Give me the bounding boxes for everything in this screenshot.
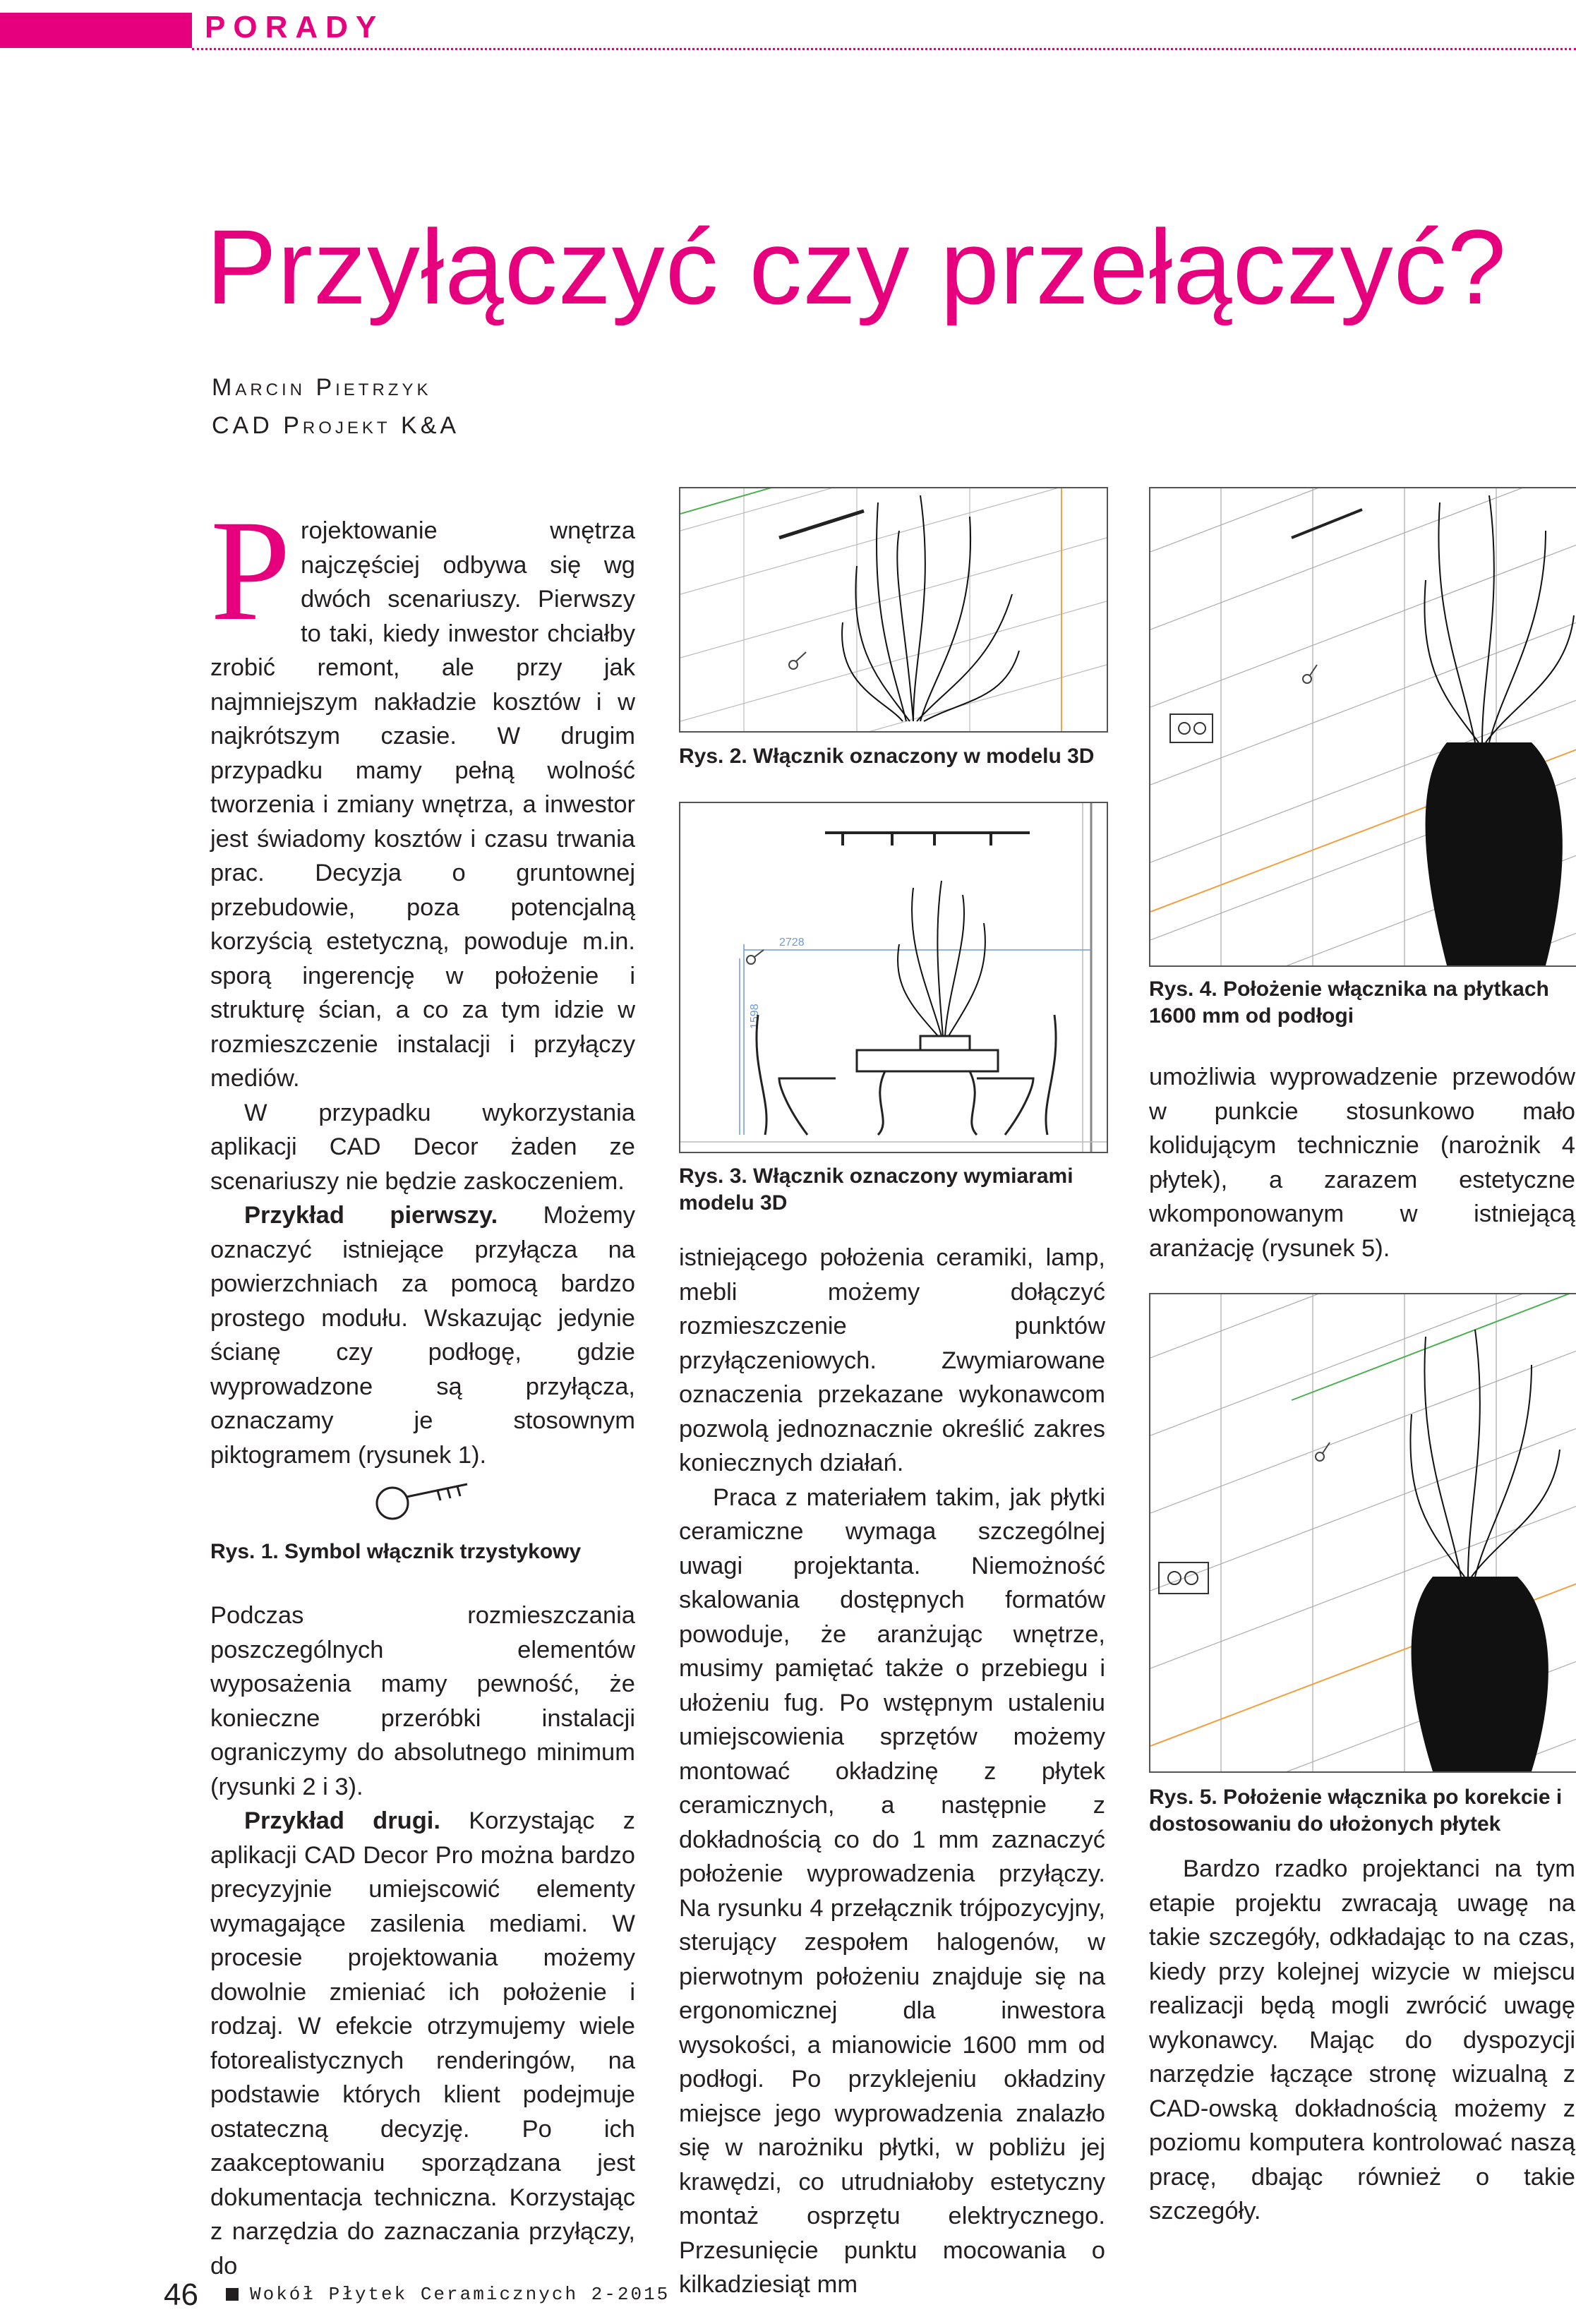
section-label: PORADY bbox=[205, 10, 385, 44]
switch-marker-icon bbox=[789, 652, 806, 669]
figure-4-caption: Rys. 4. Położenie włącznika na płytkach 1600 mm od podłogi bbox=[1149, 977, 1549, 1028]
branches-vase-icon bbox=[1410, 1330, 1560, 1577]
column-3-text-2 bbox=[1149, 1852, 1575, 2229]
figure-5-render bbox=[1149, 1293, 1576, 1773]
branches-vase-icon bbox=[898, 881, 985, 1036]
switch-marker-icon bbox=[1316, 1443, 1330, 1461]
figure-4-drawing bbox=[1150, 488, 1576, 965]
author-name: Marcin Pietrzyk bbox=[212, 374, 432, 401]
magazine-name: Wokół Płytek Ceramicznych 2-2015 bbox=[250, 2284, 670, 2305]
footer-square-icon bbox=[226, 2288, 239, 2301]
section-color-bar bbox=[0, 13, 192, 48]
vase-icon bbox=[1426, 742, 1563, 965]
figure-4-render bbox=[1149, 487, 1576, 967]
col3-paragraph-1: umożliwia wyprowadzenie przewodów w punkcie stosunkowo mało kolidującym technicznie (narożnik 4 płytek), a zarazem estetyczne wkomponowanym w istniejącą aranżację (rysunek 5). bbox=[1149, 1064, 1575, 1262]
dimension-lines bbox=[740, 944, 1091, 1135]
drop-cap: P bbox=[210, 490, 291, 651]
spotlight-rail-icon bbox=[1292, 510, 1362, 538]
branches-vase-icon bbox=[842, 495, 1019, 721]
switch-circle-icon bbox=[377, 1488, 408, 1519]
column-2-text bbox=[679, 1241, 1105, 2302]
figure-2-render bbox=[679, 487, 1108, 733]
column-1 bbox=[210, 490, 635, 1472]
article-title: Przyłączyć czy przełączyć? bbox=[206, 207, 1508, 326]
table-chairs-icon bbox=[757, 1015, 1056, 1135]
figure-5-drawing bbox=[1150, 1294, 1576, 1771]
figure-3-caption: Rys. 3. Włącznik oznaczony wymiarami modelu 3D bbox=[679, 1164, 1073, 1215]
vase-icon bbox=[1412, 1577, 1548, 1771]
col2-paragraph-1: istniejącego położenia ceramiki, lamp, mebli możemy dołączyć rozmieszczenie punktów przyłączeniowych. Zwymiarowane oznaczenia przekazane wykonawcom pozwolą jednoznacznie określić zakres koniecznych działań. bbox=[679, 1244, 1105, 1476]
column-3-text-1 bbox=[1149, 1060, 1575, 1265]
example-2-lead: Przykład drugi. bbox=[244, 1807, 440, 1834]
branches-vase-icon bbox=[1424, 495, 1574, 742]
col2-paragraph-2: Praca z materiałem takim, jak płytki ceramiczne wymaga szczególnej uwagi projektanta. Niemożność skalowania dostępnych formatów powoduje, że aranżując wnętrze, musimy pamiętać także o przebiegu i ułożeniu fug. Po wstępnym ustaleniu umiejscowienia sprzętów możemy montować okładzinę z płytek ceramicznych, a następnie z dokładnością co do 1 mm zaznaczyć położenie wyprowadzenia przyłączy. Na rysunku 4 przełącznik trójpozycyjny, sterujący zespołem halogenów, w pierwotnym położeniu znajduje się na ergonomicznej dla inwestora wysokości, a mianowicie 1600 mm od podłogi. Po przyklejeniu okładziny miejsce jego wyprowadzenia znalazło się w narożniku płytki, w pobliżu jej krawędzi, co utrudniałoby estetyczny montaż osprzętu elektrycznego. Przesunięcie punktu mocowania o kilkadziesiąt mm bbox=[679, 1483, 1105, 2298]
column-1-continued bbox=[210, 1598, 635, 2283]
halogen-rail-icon bbox=[825, 833, 1030, 845]
figure-3-drawing bbox=[680, 803, 1107, 1152]
dimension-vertical: 1598 bbox=[749, 1004, 761, 1029]
figure-1-caption: Rys. 1. Symbol włącznik trzystykowy bbox=[210, 1540, 582, 1563]
col1-paragraph-1: rojektowanie wnętrza najczęściej odbywa się wg dwóch scenariuszy. Pierwszy to taki, kiedy inwestor chciałby zrobić remont, ale przy jak najmniejszym nakładzie kosztów i w najkrótszym czasie. W drugim przypadku mamy pełną wolność tworzenia i zmiany wnętrza, a inwestor jest świadomy kosztów i czasu trwania prac. Decyzja o gruntownej przebudowie, poza potencjalną korzyścią estetyczną, powoduje m.in. sporą ingerencję w położenie i strukturę ścian, a co za tym idzie w rozmieszczenie instalacji i przyłączy mediów. bbox=[210, 517, 635, 1092]
figure-5-caption: Rys. 5. Położenie włącznika po korekcie i dostosowaniu do ułożonych płytek bbox=[1149, 1786, 1563, 1836]
page-number: 46 bbox=[164, 2277, 198, 2312]
example-1-lead: Przykład pierwszy. bbox=[244, 1202, 498, 1229]
col3-paragraph-2: Bardzo rzadko projektanci na tym etapie projektu zwracają uwagę na takie szczegóły, odkładając to na czas, kiedy przy kolejnej wizycie w miejscu realizacji będą mogli zwrócić uwagę wykonawcy. Mając do dyspozycji narzędzie łączące stronę wizualną z CAD-owską dokładnością możemy z poziomu komputera kontrolować naszą pracę, dbając również o takie szczegóły. bbox=[1149, 1855, 1575, 2224]
figure-3-render bbox=[679, 802, 1108, 1153]
col1-paragraph-4: Podczas rozmieszczania poszczególnych elementów wyposażenia mamy pewność, że konieczne przeróbki instalacji ograniczymy do absolutnego minimum (rysunki 2 i 3). bbox=[210, 1602, 635, 1800]
switch-marker-icon bbox=[1303, 665, 1317, 683]
wall-sockets-icon bbox=[1170, 714, 1213, 742]
col1-paragraph-3: Przykład pierwszy. Możemy oznaczyć istniejące przyłącza na powierzchniach za pomocą bardzo prostego modułu. Wskazując jedynie ścianę czy podłogę, gdzie wyprowadzone są przyłącza, oznaczamy je stosownym piktogramem (rysunek 1). bbox=[210, 1202, 635, 1469]
dimension-horizontal: 2728 bbox=[779, 937, 805, 949]
switch-symbol-figure bbox=[367, 1475, 494, 1531]
author-company: CAD Projekt K&A bbox=[212, 412, 460, 439]
col1-paragraph-5: Przykład drugi. Korzystając z aplikacji CAD Decor Pro można bardzo precyzyjnie umiejscowić elementy wymagające zasilenia mediami. W procesie projektowania możemy dowolnie zmieniać ich położenie i rodzaj. W efekcie otrzymujemy wiele fotorealistycznych renderingów, na podstawie których klient podejmuje ostateczną decyzję. Po ich zaakceptowaniu sporządzana jest dokumentacja techniczna. Korzystając z narzędzia do zaznaczania przyłączy, do bbox=[210, 1807, 636, 2280]
header-dotted-rule bbox=[192, 48, 1576, 50]
figure-2-caption: Rys. 2. Włącznik oznaczony w modelu 3D bbox=[679, 745, 1095, 768]
col1-paragraph-2: W przypadku wykorzystania aplikacji CAD Decor żaden ze scenariuszy nie będzie zaskoczeniem. bbox=[210, 1099, 635, 1195]
switch-marker-icon bbox=[747, 950, 764, 964]
spotlight-rail-icon bbox=[779, 511, 864, 538]
figure-2-drawing bbox=[680, 488, 1107, 731]
